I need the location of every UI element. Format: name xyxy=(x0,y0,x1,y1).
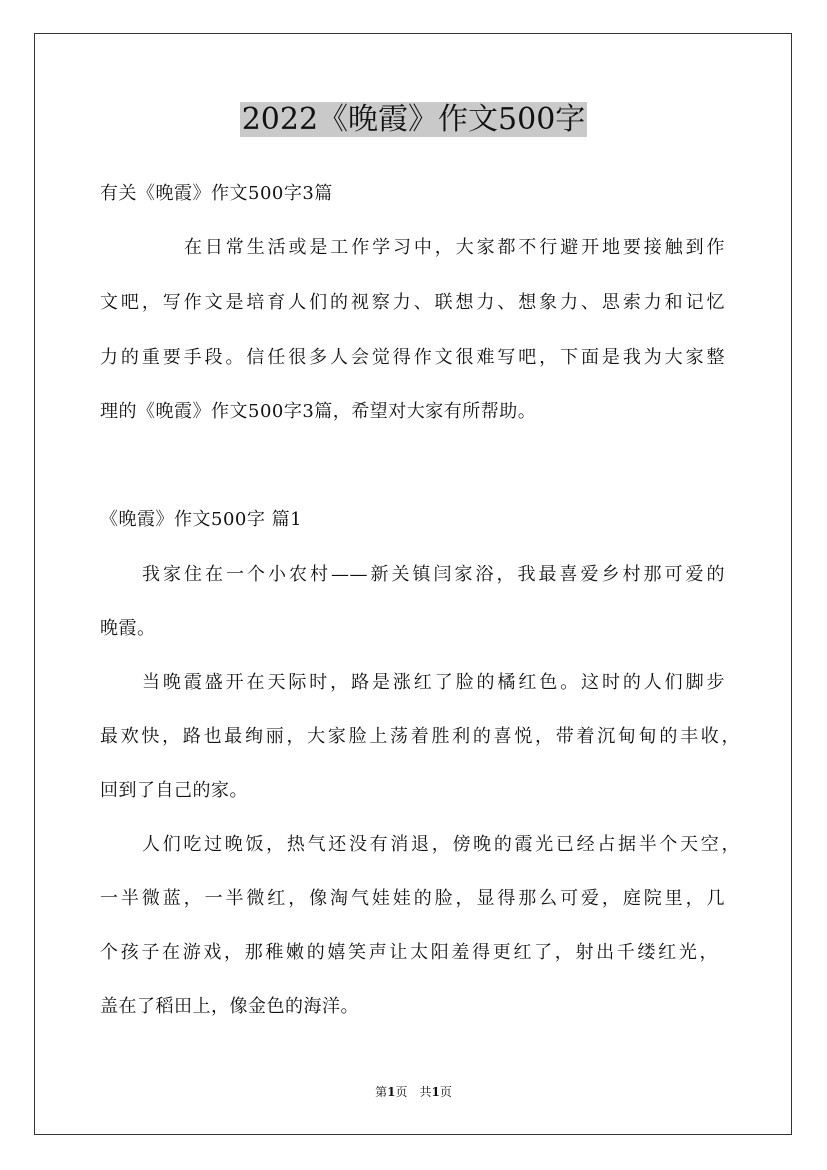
document-title xyxy=(0,98,827,142)
footer-page-current: 1 xyxy=(387,1085,396,1099)
para3-line-1: 人们吃过晚饭，热气还没有消退，傍晚的霞光已经占据半个天空， xyxy=(142,834,740,855)
section-heading: 《晚霞》作文500字 篇1 xyxy=(100,509,303,530)
para3-line-4: 盖在了稻田上，像金色的海洋。 xyxy=(100,996,359,1017)
footer-page-prefix: 第 xyxy=(375,1085,388,1099)
para3-line-3: 个孩子在游戏，那稚嫩的嬉笑声让太阳羞得更红了，射出千缕红光， xyxy=(100,942,718,963)
footer-page-total: 1 xyxy=(431,1085,440,1099)
para2-line-3: 回到了自己的家。 xyxy=(100,780,248,801)
intro-line-2: 文吧，写作文是培育人们的视察力、联想力、想象力、思索力和记忆 xyxy=(100,292,725,313)
para2-line-1: 当晚霞盛开在天际时，路是涨红了脸的橘红色。这时的人们脚步 xyxy=(142,672,725,693)
para2-line-2: 最欢快，路也最绚丽，大家脸上荡着胜利的喜悦，带着沉甸甸的丰收， xyxy=(100,726,740,747)
document-title-text: 2022《晚霞》作文500字 xyxy=(241,102,586,137)
page-footer xyxy=(0,1084,827,1100)
intro-line-3: 力的重要手段。信任很多人会觉得作文很难写吧，下面是我为大家整 xyxy=(100,347,725,368)
para3-line-2: 一半微蓝，一半微红，像淘气娃娃的脸，显得那么可爱，庭院里，几 xyxy=(100,888,725,909)
footer-page-mid: 页 共 xyxy=(395,1085,432,1099)
intro-line-4: 理的《晚霞》作文500字3篇，希望对大家有所帮助。 xyxy=(100,401,537,422)
footer-page-suffix: 页 xyxy=(439,1085,452,1099)
subtitle: 有关《晚霞》作文500字3篇 xyxy=(100,183,333,204)
para1-line-2: 晚霞。 xyxy=(100,618,156,639)
para1-line-1: 我家住在一个小农村——新关镇闫家浴，我最喜爱乡村那可爱的 xyxy=(142,564,725,585)
intro-line-1: 在日常生活或是工作学习中，大家都不行避开地要接触到作 xyxy=(184,237,725,258)
